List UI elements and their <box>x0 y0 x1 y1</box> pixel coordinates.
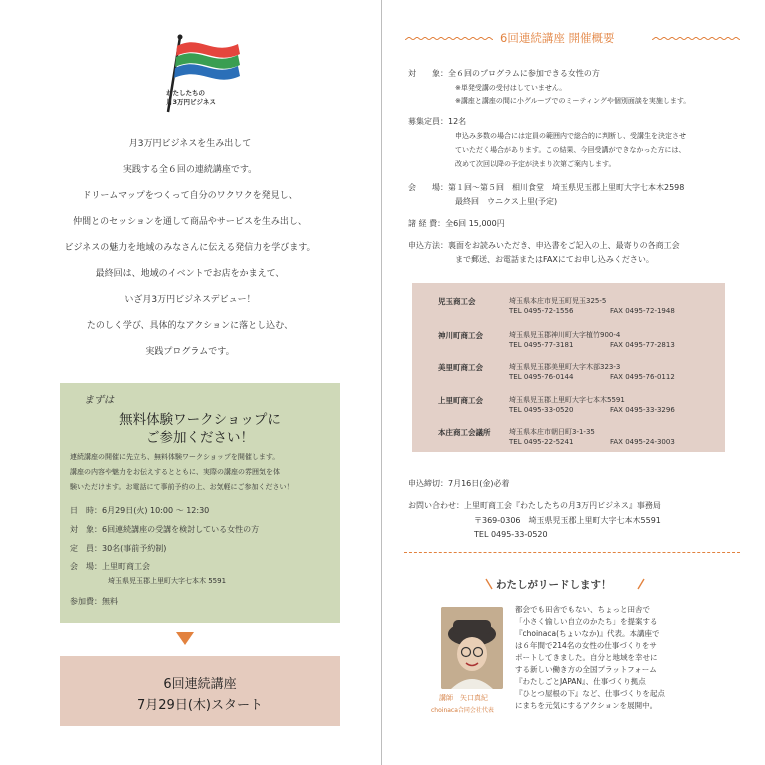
inquiry-address: 〒369-0306 埼玉県児玉郡上里町大字七本木5591 <box>474 516 661 525</box>
slash-decoration-icon <box>636 577 646 591</box>
contact-address: 埼玉県本庄市児玉町児玉325-5 <box>509 297 607 305</box>
capacity-line: 募集定員：12名 <box>408 117 467 126</box>
intro-line: ビジネスの魅力を地域のみなさんに伝える発信力を学びます。 <box>64 243 316 253</box>
bio-line: ポートしてきました。自分と地域を幸せに <box>515 653 658 662</box>
intro-line: いざ月3万円ビジネスデビュー！ <box>124 295 256 305</box>
intro-line: 仲間とのセッションを通して商品やサービスを生み出し、 <box>73 217 307 227</box>
contact-fax: FAX 0495-72-1948 <box>610 307 675 315</box>
trial-desc: 連続講座の開催に先立ち、無料体験ワークショップを開催します。 <box>70 453 280 461</box>
contact-tel: TEL 0495-77-3181 <box>509 341 574 349</box>
zigzag-decoration-icon <box>405 37 493 40</box>
venue-final: 最終回 ウニクス上里(予定) <box>455 197 558 206</box>
intro-line: 月3万円ビジネスを生み出して <box>128 139 252 149</box>
apply-line: まで郵送、お電話またはFAXにてお申し込みください。 <box>455 255 654 264</box>
trial-desc: 験いただけます。お電話にて事前予約の上、お気軽にご参加ください！ <box>70 483 294 491</box>
bio-line: 「小さく愉しい自立のかたち」を提案する <box>515 617 658 626</box>
instructor-name: 講師 矢口真紀 <box>439 694 488 702</box>
bio-line: にまちを元気にするアクションを展開中。 <box>515 701 658 710</box>
down-arrow-icon <box>176 632 194 645</box>
contact-address: 埼玉県児玉郡美里町大字木部323-3 <box>509 363 621 371</box>
dashed-separator <box>404 552 740 553</box>
slash-decoration-icon <box>484 577 494 591</box>
intro-line: たのしく学び、具体的なアクションに落とし込む、 <box>86 321 294 331</box>
bio-line: する新しい働き方の全国プラットフォーム <box>515 665 657 674</box>
trial-sub-label: まずは <box>84 395 114 406</box>
bio-line: 都会でも田舎でもない、ちょっと田舎で <box>515 605 650 614</box>
inquiry-line: お問い合わせ：上里町商工会『わたしたちの月3万円ビジネス』事務局 <box>408 501 661 510</box>
trial-capacity: 定 員：30名(事前予約制) <box>70 544 167 553</box>
logo-line2: 月3万円ビジネス <box>166 98 216 106</box>
logo-line1: わたしたちの <box>166 89 205 97</box>
contact-fax: FAX 0495-24-3003 <box>610 438 675 446</box>
contact-fax: FAX 0495-33-3296 <box>610 406 675 414</box>
bio-line: は６年間で214名の女性の仕事づくりをサ <box>515 641 657 650</box>
contact-name: 神川町商工会 <box>438 331 483 340</box>
deadline: 申込締切：7月16日(金)必着 <box>408 479 510 488</box>
instructor-title: choinaca合同会社代表 <box>431 707 494 714</box>
intro-line: 実践する全６回の連続講座です。 <box>122 165 258 175</box>
contact-tel: TEL 0495-33-0520 <box>509 406 574 414</box>
trial-venue-address: 埼玉県児玉郡上里町大字七本木 5591 <box>108 577 227 585</box>
inquiry-tel: TEL 0495-33-0520 <box>474 530 548 539</box>
instructor-photo <box>441 607 503 689</box>
trial-date: 日 時：6月29日(火) 10:00 〜 12:30 <box>70 506 210 515</box>
contact-name: 上里町商工会 <box>438 396 483 405</box>
course-start: 7月29日(木)スタート <box>137 698 263 713</box>
intro-line: 最終回は、地域のイベントでお店をかまえて、 <box>95 269 285 279</box>
capacity-note: 改めて次回以降の予定が決まり次第ご案内します。 <box>455 160 616 168</box>
trial-desc: 講座の内容や魅力をお伝えするとともに、実際の講座の雰囲気を体 <box>70 468 280 476</box>
target-line: 対 象：全６回のプログラムに参加できる女性の方 <box>408 69 600 78</box>
contact-name: 美里町商工会 <box>438 363 483 372</box>
contact-address: 埼玉県児玉郡上里町大字七本木5591 <box>509 396 625 404</box>
column-divider <box>381 0 382 765</box>
trial-venue: 会 場：上里町商工会 <box>70 562 150 571</box>
contact-tel: TEL 0495-22-5241 <box>509 438 574 446</box>
bio-line: 『ひとつ屋根の下』など、仕事づくりを起点 <box>515 689 665 698</box>
zigzag-decoration-icon <box>652 37 740 40</box>
trial-target: 対 象：6回連続講座の受講を検討している女性の方 <box>70 525 260 534</box>
intro-line: ドリームマップをつくって自分のワクワクを発見し、 <box>82 191 298 201</box>
intro-line: 実践プログラムです。 <box>145 347 235 357</box>
target-note: ※単発受講の受付はしていません。 <box>455 84 567 92</box>
contact-fax: FAX 0495-77-2813 <box>610 341 675 349</box>
bio-line: 『choinaca(ちょいなか)』代表。本講座で <box>515 629 660 638</box>
target-note: ※講座と講座の間に小グループでのミーティングや個別面談を実施します。 <box>455 97 691 105</box>
bio-line: 『わたしごとJAPAN』、仕事づくり拠点 <box>515 677 646 686</box>
lead-title: わたしがリードします！ <box>496 579 612 591</box>
contact-name: 本庄商工会議所 <box>438 428 491 437</box>
capacity-note: 申込み多数の場合には定員の範囲内で総合的に判断し、受講生を決定させ <box>455 132 686 140</box>
capacity-note: ていただく場合があります。この結果、今回受講ができなかった方には、 <box>455 146 686 154</box>
course-title: 6回連続講座 <box>163 677 237 692</box>
apply-line: 申込方法：裏面をお読みいただき、申込書をご記入の上、最寄りの各商工会 <box>408 241 680 250</box>
trial-title: ご参加ください！ <box>146 430 254 446</box>
trial-title: 無料体験ワークショップに <box>119 412 281 428</box>
contact-address: 埼玉県児玉郡神川町大字植竹900-4 <box>509 331 621 339</box>
contact-fax: FAX 0495-76-0112 <box>610 373 675 381</box>
overview-header: 6回連続講座 開催概要 <box>500 31 615 45</box>
venue-line: 会 場：第１回〜第５回 相川食堂 埼玉県児玉郡上里町大字七本木2598 <box>408 183 685 192</box>
contact-name: 児玉商工会 <box>438 297 476 306</box>
contact-tel: TEL 0495-76-0144 <box>509 373 574 381</box>
fee-line: 諸 経 費：全6回 15,000円 <box>408 219 505 228</box>
trial-fee: 参加費：無料 <box>70 597 118 606</box>
contact-tel: TEL 0495-72-1556 <box>509 307 574 315</box>
contact-address: 埼玉県本庄市朝日町3-1-35 <box>509 428 595 436</box>
